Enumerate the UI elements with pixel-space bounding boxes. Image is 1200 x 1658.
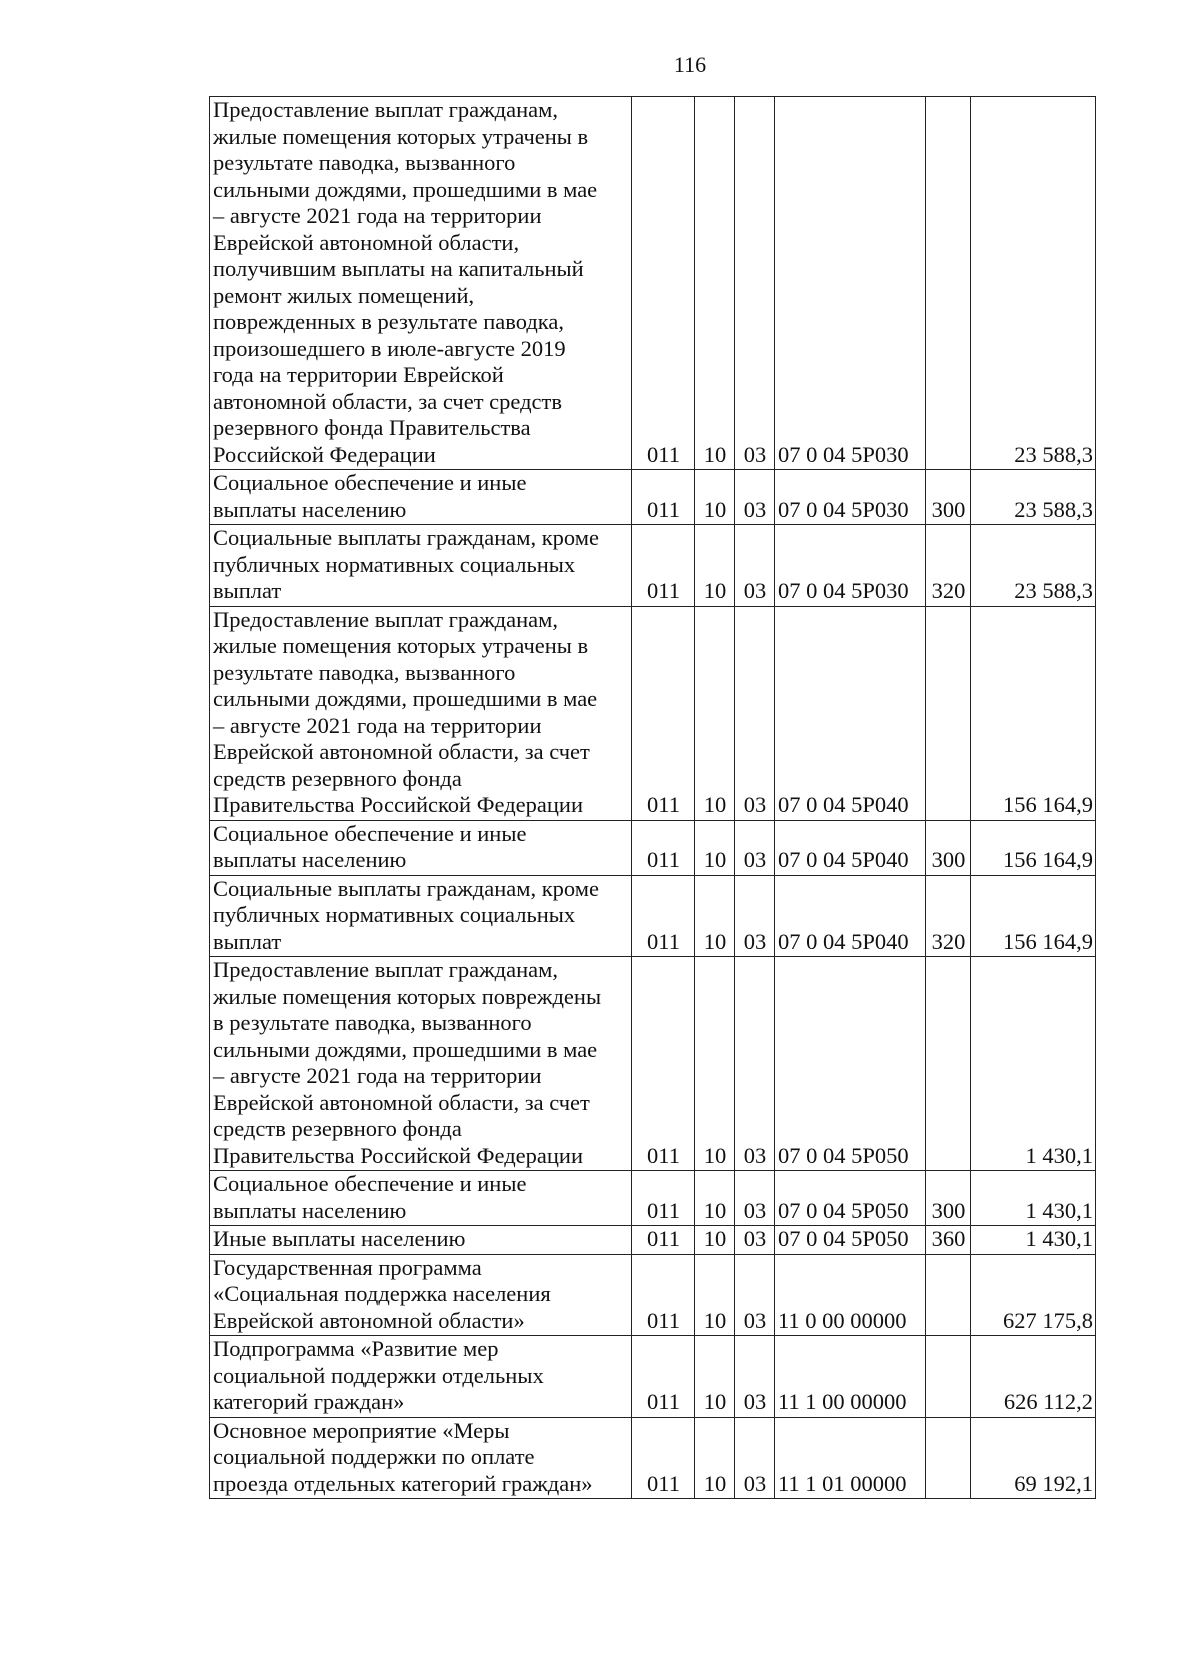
item-name-line: резервного фонда Правительства (213, 415, 531, 440)
table-body (210, 97, 1096, 1499)
target-article-cell: 07 0 04 5Р050 (775, 957, 926, 1171)
item-name-line: средств резервного фонда (213, 1116, 462, 1141)
ministry-code-cell: 011 (632, 525, 695, 607)
ministry-code-cell: 011 (632, 97, 695, 470)
ministry-code-cell: 011 (632, 1171, 695, 1226)
subsection-code-cell: 03 (735, 820, 775, 875)
item-name-line: Предоставление выплат гражданам, (213, 97, 558, 122)
target-article-cell: 07 0 04 5Р050 (775, 1171, 926, 1226)
amount-cell: 23 588,3 (971, 525, 1096, 607)
subsection-code-cell: 03 (735, 470, 775, 525)
expense-type-cell (926, 1254, 971, 1336)
amount-cell: 627 175,8 (971, 1254, 1096, 1336)
item-name-line: «Социальная поддержка населения (213, 1281, 551, 1306)
item-name-cell (210, 1171, 632, 1226)
item-name-line: выплат (213, 578, 282, 603)
item-name-line: выплаты населению (213, 1197, 407, 1223)
item-name-line: Социальное обеспечение и иные (213, 820, 527, 846)
section-code-cell: 10 (695, 1226, 735, 1255)
item-name-line: Государственная программа (213, 1254, 482, 1280)
item-name-line: Подпрограмма «Развитие мер (213, 1336, 499, 1361)
table-row (210, 957, 1096, 1171)
ministry-code-cell: 011 (632, 1254, 695, 1336)
item-name-line: – августе 2021 года на территории (213, 203, 542, 228)
item-name-line: Предоставление выплат гражданам, (213, 606, 558, 632)
item-name-line: жилые помещения которых утрачены в (213, 123, 589, 149)
item-name-cell (210, 1417, 632, 1499)
page-number: 116 (673, 52, 707, 77)
subsection-code-cell: 03 (735, 957, 775, 1171)
target-article-cell: 07 0 04 5Р030 (775, 97, 926, 470)
ministry-code-cell: 011 (632, 957, 695, 1171)
item-name-line: – августе 2021 года на территории (213, 712, 542, 738)
item-name-line: социальной поддержки по оплате (213, 1444, 535, 1469)
expense-type-cell: 300 (926, 820, 971, 875)
item-name-cell (210, 957, 632, 1171)
item-name-line: Социальные выплаты гражданам, кроме (213, 875, 599, 901)
ministry-code-cell: 011 (632, 470, 695, 525)
budget-table (209, 96, 1096, 1499)
amount-cell: 156 164,9 (971, 875, 1096, 957)
item-name-cell (210, 1254, 632, 1336)
table-row (210, 1336, 1096, 1418)
item-name-line: Основное мероприятие «Меры (213, 1417, 510, 1443)
ministry-code-cell: 011 (632, 1336, 695, 1418)
subsection-code-cell: 03 (735, 875, 775, 957)
item-name-line: – августе 2021 года на территории (213, 1063, 542, 1088)
item-name-line: в результате паводка, вызванного (213, 1010, 532, 1035)
item-name-line: сильными дождями, прошедшими в мае (213, 176, 598, 202)
item-name-cell (210, 606, 632, 820)
subsection-code-cell: 03 (735, 525, 775, 607)
table-row (210, 97, 1096, 470)
section-code-cell: 10 (695, 525, 735, 607)
expense-type-cell (926, 97, 971, 470)
item-name-line: выплаты населению (213, 496, 407, 522)
table-row (210, 470, 1096, 525)
item-name-cell (210, 875, 632, 957)
item-name-line: Правительства Российской Федерации (213, 1142, 583, 1168)
target-article-cell: 07 0 04 5Р050 (775, 1226, 926, 1255)
subsection-code-cell: 03 (735, 1226, 775, 1255)
ministry-code-cell: 011 (632, 1417, 695, 1499)
item-name-line: результате паводка, вызванного (213, 150, 516, 175)
expense-type-cell: 300 (926, 470, 971, 525)
section-code-cell: 10 (695, 1417, 735, 1499)
item-name-line: Социальное обеспечение и иные (213, 470, 527, 495)
item-name-line: выплат (213, 928, 282, 954)
amount-cell: 23 588,3 (971, 470, 1096, 525)
item-name-line: средств резервного фонда (213, 765, 462, 791)
subsection-code-cell: 03 (735, 1254, 775, 1336)
target-article-cell: 11 1 00 00000 (775, 1336, 926, 1418)
target-article-cell: 07 0 04 5Р030 (775, 525, 926, 607)
item-name-line: Еврейской автономной области, за счет (213, 739, 590, 764)
item-name-line: Социальное обеспечение и иные (213, 1171, 527, 1196)
subsection-code-cell: 03 (735, 1171, 775, 1226)
item-name-line: получившим выплаты на капитальный (213, 256, 584, 281)
amount-cell: 23 588,3 (971, 97, 1096, 470)
subsection-code-cell: 03 (735, 606, 775, 820)
table-row (210, 875, 1096, 957)
table-row (210, 525, 1096, 607)
item-name-line: автономной области, за счет средств (213, 388, 562, 414)
item-name-line: Социальные выплаты гражданам, кроме (213, 525, 599, 550)
item-name-cell (210, 1336, 632, 1418)
item-name-line: Российской Федерации (213, 441, 436, 467)
section-code-cell: 10 (695, 875, 735, 957)
item-name-line: публичных нормативных социальных (213, 551, 576, 577)
table-row (210, 1254, 1096, 1336)
amount-cell: 626 112,2 (971, 1336, 1096, 1418)
amount-cell: 1 430,1 (971, 957, 1096, 1171)
table-row (210, 1226, 1096, 1255)
item-name-line: результате паводка, вызванного (213, 659, 516, 685)
table-row (210, 1171, 1096, 1226)
item-name-line: публичных нормативных социальных (213, 902, 576, 927)
item-name-cell (210, 470, 632, 525)
target-article-cell: 11 1 01 00000 (775, 1417, 926, 1499)
item-name-line: выплаты населению (213, 847, 407, 872)
expense-type-cell (926, 1336, 971, 1418)
section-code-cell: 10 (695, 820, 735, 875)
item-name-line: произошедшего в июле-августе 2019 (213, 335, 566, 361)
item-name-line: Предоставление выплат гражданам, (213, 957, 558, 982)
expense-type-cell (926, 606, 971, 820)
item-name-cell (210, 97, 632, 470)
section-code-cell: 10 (695, 97, 735, 470)
item-name-line: сильными дождями, прошедшими в мае (213, 686, 598, 711)
item-name-cell (210, 525, 632, 607)
target-article-cell: 07 0 04 5Р040 (775, 875, 926, 957)
expense-type-cell: 360 (926, 1226, 971, 1255)
ministry-code-cell: 011 (632, 820, 695, 875)
amount-cell: 1 430,1 (971, 1171, 1096, 1226)
expense-type-cell: 320 (926, 525, 971, 607)
section-code-cell: 10 (695, 1254, 735, 1336)
item-name-line: жилые помещения которых утрачены в (213, 633, 589, 658)
item-name-cell (210, 1226, 632, 1255)
ministry-code-cell: 011 (632, 606, 695, 820)
subsection-code-cell: 03 (735, 97, 775, 470)
item-name-line: года на территории Еврейской (213, 362, 504, 387)
subsection-code-cell: 03 (735, 1336, 775, 1418)
item-name-line: жилые помещения которых повреждены (213, 983, 602, 1009)
target-article-cell: 07 0 04 5Р040 (775, 820, 926, 875)
item-name-line: социальной поддержки отдельных (213, 1362, 544, 1388)
amount-cell: 156 164,9 (971, 820, 1096, 875)
item-name-line: Еврейской автономной области, за счет (213, 1089, 590, 1115)
item-name-line: поврежденных в результате паводка, (213, 309, 564, 334)
expense-type-cell: 320 (926, 875, 971, 957)
target-article-cell: 11 0 00 00000 (775, 1254, 926, 1336)
expense-type-cell (926, 957, 971, 1171)
expense-type-cell: 300 (926, 1171, 971, 1226)
section-code-cell: 10 (695, 1336, 735, 1418)
item-name-line: Еврейской автономной области, (213, 229, 520, 255)
expense-type-cell (926, 1417, 971, 1499)
item-name-line: Еврейской автономной области» (213, 1307, 525, 1333)
section-code-cell: 10 (695, 1171, 735, 1226)
table-row (210, 1417, 1096, 1499)
item-name-line: Правительства Российской Федерации (213, 792, 583, 817)
amount-cell: 1 430,1 (971, 1226, 1096, 1255)
amount-cell: 156 164,9 (971, 606, 1096, 820)
item-name-line: сильными дождями, прошедшими в мае (213, 1036, 598, 1062)
item-name-line: категорий граждан» (213, 1389, 405, 1414)
ministry-code-cell: 011 (632, 875, 695, 957)
section-code-cell: 10 (695, 606, 735, 820)
section-code-cell: 10 (695, 470, 735, 525)
subsection-code-cell: 03 (735, 1417, 775, 1499)
table-row (210, 820, 1096, 875)
item-name-line: проезда отдельных категорий граждан» (213, 1470, 593, 1496)
table-row (210, 606, 1096, 820)
target-article-cell: 07 0 04 5Р030 (775, 470, 926, 525)
item-name-line: ремонт жилых помещений, (213, 282, 475, 308)
target-article-cell: 07 0 04 5Р040 (775, 606, 926, 820)
item-name-cell (210, 820, 632, 875)
item-name-line: Иные выплаты населению (213, 1226, 466, 1251)
amount-cell: 69 192,1 (971, 1417, 1096, 1499)
section-code-cell: 10 (695, 957, 735, 1171)
ministry-code-cell: 011 (632, 1226, 695, 1255)
